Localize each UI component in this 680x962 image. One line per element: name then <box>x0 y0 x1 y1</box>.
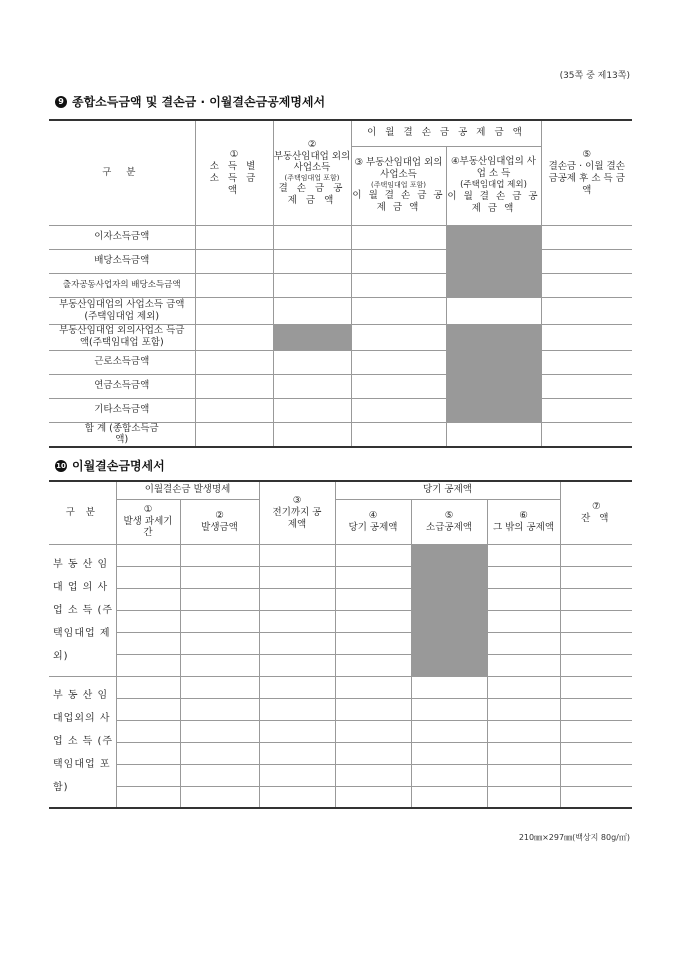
header-balance: ⑦ 잔 액 <box>560 481 632 544</box>
header-group-carryover: 이 월 결 손 금 공 제 금 액 <box>351 120 541 146</box>
input-cell[interactable] <box>351 422 446 447</box>
input-cell[interactable] <box>195 422 273 447</box>
input-cell[interactable] <box>273 350 351 374</box>
input-cell[interactable] <box>351 398 446 422</box>
input-cell[interactable] <box>273 273 351 297</box>
row-label: 연금소득금액 <box>49 374 195 398</box>
input-cell[interactable] <box>273 297 351 324</box>
input-cell[interactable] <box>195 249 273 273</box>
input-cell[interactable] <box>259 698 335 720</box>
input-cell[interactable] <box>259 588 335 610</box>
carryover-loss-table <box>49 480 632 809</box>
input-cell[interactable] <box>335 566 411 588</box>
row-label: 부동산임대업의 사업소득 금액(주택임대업 제외) <box>49 297 195 324</box>
input-cell[interactable] <box>541 297 632 324</box>
input-cell[interactable] <box>180 698 259 720</box>
shaded-cell <box>411 544 487 566</box>
input-cell[interactable] <box>541 273 632 297</box>
input-cell[interactable] <box>116 676 180 698</box>
input-cell[interactable] <box>116 610 180 632</box>
input-cell[interactable] <box>487 654 560 676</box>
header-prior-deduction: ③ 전기까지 공제액 <box>259 481 335 544</box>
input-cell[interactable] <box>487 610 560 632</box>
input-cell[interactable] <box>487 764 560 786</box>
group-label-rental: 부 동 산 임 대 업 의 사 업 소 득 (주택임대업 제외) <box>49 544 116 676</box>
section1-title-row <box>55 93 325 110</box>
input-cell[interactable] <box>560 544 632 566</box>
input-cell[interactable] <box>560 588 632 610</box>
input-cell[interactable] <box>116 698 180 720</box>
input-cell[interactable] <box>541 422 632 447</box>
shaded-cell <box>411 632 487 654</box>
input-cell[interactable] <box>335 676 411 698</box>
header-group-occurrence: 이월결손금 발생명세 <box>116 481 259 499</box>
input-cell[interactable] <box>560 654 632 676</box>
input-cell[interactable] <box>195 324 273 350</box>
input-cell[interactable] <box>335 654 411 676</box>
input-cell[interactable] <box>335 632 411 654</box>
section1-badge: 9 <box>55 96 67 108</box>
input-cell[interactable] <box>541 249 632 273</box>
input-cell[interactable] <box>351 273 446 297</box>
header-period: ① 발생 과세기간 <box>116 499 180 544</box>
input-cell[interactable] <box>180 544 259 566</box>
row-label: 근로소득금액 <box>49 350 195 374</box>
input-cell[interactable] <box>560 698 632 720</box>
input-cell[interactable] <box>560 632 632 654</box>
input-cell[interactable] <box>560 742 632 764</box>
shaded-cell <box>446 398 541 422</box>
input-cell[interactable] <box>180 764 259 786</box>
input-cell[interactable] <box>116 720 180 742</box>
input-cell[interactable] <box>195 398 273 422</box>
row-label: 출자공동사업자의 배당소득금액 <box>49 273 195 297</box>
shaded-cell <box>273 324 351 350</box>
input-cell[interactable] <box>259 720 335 742</box>
input-cell[interactable] <box>411 698 487 720</box>
input-cell[interactable] <box>487 786 560 808</box>
input-cell[interactable] <box>446 422 541 447</box>
input-cell[interactable] <box>195 374 273 398</box>
input-cell[interactable] <box>335 742 411 764</box>
row-label-total: 합 계 (종합소득금액) <box>49 422 195 447</box>
shaded-cell <box>446 225 541 249</box>
input-cell[interactable] <box>180 654 259 676</box>
header-category: 구 분 <box>49 481 116 544</box>
input-cell[interactable] <box>351 297 446 324</box>
input-cell[interactable] <box>351 374 446 398</box>
shaded-cell <box>446 273 541 297</box>
header-other: ⑥ 그 밖의 공제액 <box>487 499 560 544</box>
input-cell[interactable] <box>351 225 446 249</box>
input-cell[interactable] <box>487 566 560 588</box>
input-cell[interactable] <box>335 588 411 610</box>
input-cell[interactable] <box>560 764 632 786</box>
input-cell[interactable] <box>259 566 335 588</box>
input-cell[interactable] <box>335 786 411 808</box>
input-cell[interactable] <box>116 654 180 676</box>
input-cell[interactable] <box>335 698 411 720</box>
header-group-current: 당기 공제액 <box>335 481 560 499</box>
input-cell[interactable] <box>541 324 632 350</box>
input-cell[interactable] <box>116 566 180 588</box>
input-cell[interactable] <box>541 374 632 398</box>
input-cell[interactable] <box>195 350 273 374</box>
row-label: 이자소득금액 <box>49 225 195 249</box>
paper-spec-footer: 210㎜×297㎜(백상지 80g/㎡) <box>518 833 630 842</box>
header-current: ④ 당기 공제액 <box>335 499 411 544</box>
input-cell[interactable] <box>180 588 259 610</box>
input-cell[interactable] <box>487 698 560 720</box>
row-label: 기타소득금액 <box>49 398 195 422</box>
header-col5: ⑤ 결손금 · 이월 결손금공제 후 소 득 금 액 <box>541 120 632 225</box>
input-cell[interactable] <box>259 544 335 566</box>
input-cell[interactable] <box>195 297 273 324</box>
input-cell[interactable] <box>195 225 273 249</box>
input-cell[interactable] <box>335 764 411 786</box>
header-category: 구 분 <box>49 120 195 225</box>
input-cell[interactable] <box>541 350 632 374</box>
input-cell[interactable] <box>180 632 259 654</box>
input-cell[interactable] <box>411 786 487 808</box>
input-cell[interactable] <box>259 676 335 698</box>
header-retroactive: ⑤ 소급공제액 <box>411 499 487 544</box>
input-cell[interactable] <box>273 374 351 398</box>
input-cell[interactable] <box>259 786 335 808</box>
input-cell[interactable] <box>116 544 180 566</box>
shaded-cell <box>411 654 487 676</box>
input-cell[interactable] <box>273 249 351 273</box>
section2-title-row <box>55 457 165 474</box>
section2-badge: 10 <box>56 461 66 470</box>
input-cell[interactable] <box>487 544 560 566</box>
input-cell[interactable] <box>259 610 335 632</box>
input-cell[interactable] <box>351 324 446 350</box>
input-cell[interactable] <box>335 544 411 566</box>
input-cell[interactable] <box>180 676 259 698</box>
input-cell[interactable] <box>259 742 335 764</box>
input-cell[interactable] <box>335 720 411 742</box>
section2-title: 이월결손금명세서 <box>72 459 165 473</box>
input-cell[interactable] <box>116 786 180 808</box>
income-table <box>49 119 632 448</box>
shaded-cell <box>446 350 541 374</box>
input-cell[interactable] <box>411 764 487 786</box>
input-cell[interactable] <box>560 566 632 588</box>
input-cell[interactable] <box>180 610 259 632</box>
row-label: 부동산임대업 외의사업소 득금액(주택임대업 포함) <box>49 324 195 350</box>
header-amount: ② 발생금액 <box>180 499 259 544</box>
input-cell[interactable] <box>259 632 335 654</box>
input-cell[interactable] <box>116 588 180 610</box>
section1-title: 종합소득금액 및 결손금 · 이월결손금공제명세서 <box>72 95 326 109</box>
input-cell[interactable] <box>487 742 560 764</box>
input-cell[interactable] <box>541 398 632 422</box>
input-cell[interactable] <box>259 764 335 786</box>
shaded-cell <box>411 610 487 632</box>
input-cell[interactable] <box>335 610 411 632</box>
shaded-cell <box>411 566 487 588</box>
input-cell[interactable] <box>273 225 351 249</box>
input-cell[interactable] <box>560 610 632 632</box>
shaded-cell <box>446 324 541 350</box>
shaded-cell <box>446 374 541 398</box>
input-cell[interactable] <box>180 786 259 808</box>
input-cell[interactable] <box>487 676 560 698</box>
input-cell[interactable] <box>116 764 180 786</box>
input-cell[interactable] <box>560 720 632 742</box>
input-cell[interactable] <box>180 566 259 588</box>
input-cell[interactable] <box>446 297 541 324</box>
input-cell[interactable] <box>259 654 335 676</box>
input-cell[interactable] <box>560 676 632 698</box>
input-cell[interactable] <box>411 742 487 764</box>
input-cell[interactable] <box>273 422 351 447</box>
input-cell[interactable] <box>116 742 180 764</box>
shaded-cell <box>446 249 541 273</box>
input-cell[interactable] <box>351 249 446 273</box>
row-label: 배당소득금액 <box>49 249 195 273</box>
input-cell[interactable] <box>180 720 259 742</box>
header-col4: ④부동산임대업의 사 업 소 득 (주택임대업 제외) 이 월 결 손 금 공 제 금 액 <box>446 146 541 225</box>
input-cell[interactable] <box>560 786 632 808</box>
header-col3: ③ 부동산임대업 외의 사업소득 (주택임대업 포함) 이 월 결 손 금 공 제 금 액 <box>351 146 446 225</box>
input-cell[interactable] <box>411 676 487 698</box>
header-col1: ① 소 득 별 소 득 금 액 <box>195 120 273 225</box>
header-col2: ② 부동산임대업 외의 사업소득 (주택임대업 포함) 결 손 금 공 제 금 액 <box>273 120 351 225</box>
input-cell[interactable] <box>116 632 180 654</box>
shaded-cell <box>411 588 487 610</box>
input-cell[interactable] <box>541 225 632 249</box>
input-cell[interactable] <box>487 632 560 654</box>
input-cell[interactable] <box>351 350 446 374</box>
input-cell[interactable] <box>487 588 560 610</box>
input-cell[interactable] <box>180 742 259 764</box>
page-number: (35쪽 중 제13쪽) <box>559 71 630 81</box>
input-cell[interactable] <box>273 398 351 422</box>
group-label-nonrental: 부 동 산 임대업외의 사 업 소 득 (주택임대업 포함) <box>49 676 116 808</box>
input-cell[interactable] <box>487 720 560 742</box>
input-cell[interactable] <box>411 720 487 742</box>
input-cell[interactable] <box>195 273 273 297</box>
